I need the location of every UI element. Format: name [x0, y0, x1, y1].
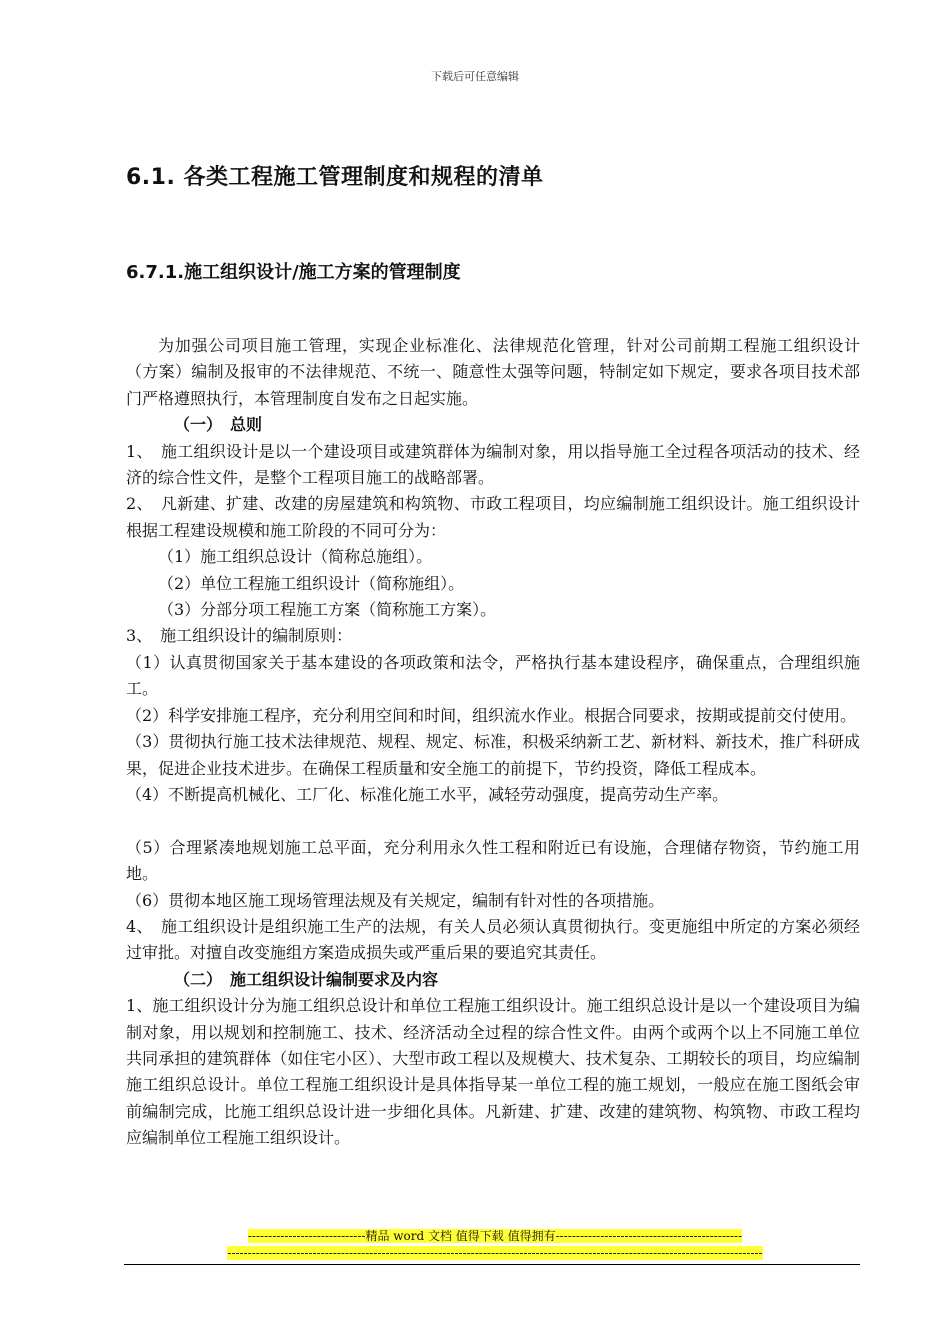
principle-item: （2）科学安排施工程序，充分利用空间和时间，组织流水作业。根据合同要求，按期或提前交付使用。	[126, 705, 857, 725]
paragraph-item-2: 2、 凡新建、扩建、改建的房屋建筑和构筑物、市政工程项目，均应编制施工组织设计。施工组织设计根据工程建设规模和施工阶段的不同可分为：	[126, 494, 860, 540]
requirements-paragraph: 1、施工组织设计分为施工组织总设计和单位工程施工组织设计。施工组织总设计是以一个建设项目为编制对象，用以规划和控制施工、技术、经济活动全过程的综合性文件。由两个或两个以上不同施工单位共同承担的建筑群体（如住宅小区）、大型市政工程以及规模大、技术复杂、工期较长的项目，均应编制施工组织总设计。单位工程施工组织设计是具体指导某一单位工程的施工规划，一般应在施工图纸会审前编制完成，比施工组织总设计进一步细化具体。凡新建、扩建、改建的建筑物、构筑物、市政工程均应编制单位工程施工组织设计。	[126, 996, 860, 1148]
paragraph-item-4: 4、 施工组织设计是组织施工生产的法规，有关人员必须认真贯彻执行。变更施组中所定的方案必须经过审批。对擅自改变施组方案造成损失或严重后果的要追究其责任。	[126, 916, 860, 963]
subsection-title: 6.7.1.施工组织设计/施工方案的管理制度	[126, 262, 461, 283]
list-item: （3）分部分项工程施工方案（简称施工方案）。	[158, 600, 497, 620]
intro-paragraph: 为加强公司项目施工管理，实现企业标准化、法律规范化管理，针对公司前期工程施工组织设计（方案）编制及报审的不法律规范、不统一、随意性太强等问题，特制定如下规定，要求各项目技术部门严格遵照执行，本管理制度自发布之日起实施。	[126, 336, 860, 408]
section-title: 6.1. 各类工程施工管理制度和规程的清单	[126, 165, 544, 190]
footer-banner-line1: -----------------------------精品 word 文档 值得下载 值得拥有----------------------------------------------	[247, 1229, 743, 1243]
principle-item: （5）合理紧凑地规划施工总平面，充分利用永久性工程和附近已有设施，合理储存物资，节约施工用地。	[126, 837, 860, 884]
paragraph-item-3: 3、 施工组织设计的编制原则：	[126, 626, 353, 646]
heading-requirements: （二） 施工组织设计编制要求及内容	[174, 969, 439, 989]
footer-divider	[124, 1264, 860, 1265]
principle-item: （1）认真贯彻国家关于基本建设的各项政策和法令，严格执行基本建设程序，确保重点，合理组织施工。	[126, 652, 860, 699]
principle-item: （4）不断提高机械化、工厂化、标准化施工水平，减轻劳动强度，提高劳动生产率。	[126, 784, 729, 804]
document-body	[126, 333, 860, 1152]
principle-item: （3）贯彻执行施工技术法律规范、规程、规定、标准，积极采纳新工艺、新材料、新技术，推广科研成果，促进企业技术进步。在确保工程质量和安全施工的前提下，节约投资，降低工程成本。	[126, 732, 860, 778]
principle-item: （6）贯彻本地区施工现场管理法规及有关规定，编制有针对性的各项措施。	[126, 890, 665, 910]
paragraph-item-1: 1、 施工组织设计是以一个建设项目或建筑群体为编制对象，用以指导施工全过程各项活动的技术、经济的综合性文件，是整个工程项目施工的战略部署。	[126, 441, 860, 488]
heading-general: （一） 总则	[174, 415, 263, 435]
list-item: （2）单位工程施工组织设计（简称施组）。	[158, 573, 465, 593]
footer-banner-line2: ------------------------------------------------------------------------------------------------------------------------------------	[227, 1246, 763, 1260]
blank-line	[126, 808, 860, 834]
page-header: 下载后可任意编辑	[431, 70, 519, 83]
list-item: （1）施工组织总设计（简称总施组）。	[158, 547, 433, 567]
footer-banner	[195, 1228, 795, 1262]
